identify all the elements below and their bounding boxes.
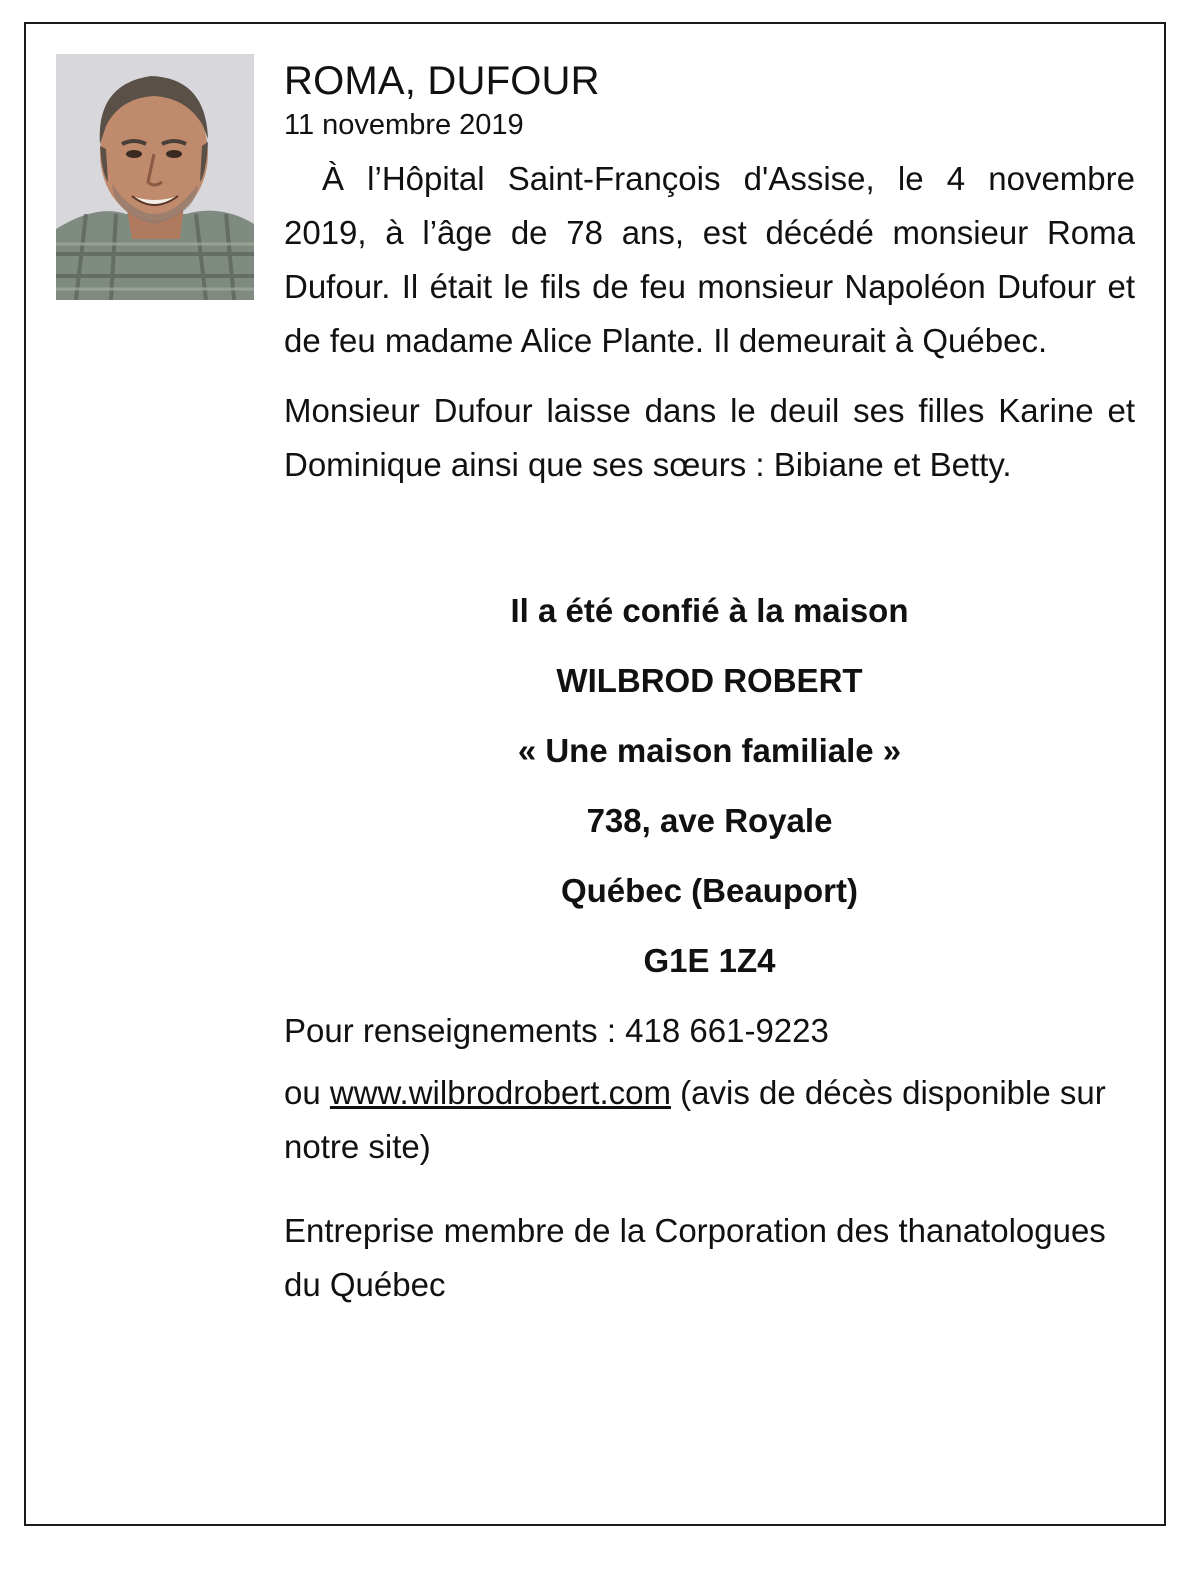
portrait-photo: [56, 54, 254, 300]
funeral-home-address: 738, ave Royale: [586, 802, 833, 839]
membership-line: Entreprise membre de la Corporation des thanatologues du Québec: [284, 1212, 1106, 1303]
website-link[interactable]: www.wilbrodrobert.com: [329, 1074, 671, 1111]
website-prefix: ou: [284, 1074, 330, 1111]
funeral-home-block: [284, 576, 1135, 996]
website-suffix: (avis de décès disponible sur notre site): [284, 1074, 1106, 1165]
phone-line: Pour renseignements : 418 661-9223: [284, 1012, 829, 1049]
funeral-home-postal-code: G1E 1Z4: [643, 942, 776, 979]
funeral-home-slogan: « Une maison familiale »: [517, 732, 902, 769]
death-announcement-paragraph: À l’Hôpital Saint-François d'Assise, le 4 novembre 2019, à l’âge de 78 ans, est décédé monsieur Roma Dufour. Il était le fils de feu monsieur Napoléon Dufour et de feu madame Alice Plante. Il demeurait à Québec.: [284, 160, 1135, 359]
survivors-paragraph: Monsieur Dufour laisse dans le deuil ses filles Karine et Dominique ainsi que ses sœurs : Bibiane et Betty.: [284, 392, 1135, 483]
notice-date: 11 novembre 2019: [284, 109, 524, 141]
deceased-name: ROMA, DUFOUR: [284, 59, 600, 103]
website-line: [284, 1066, 1135, 1174]
notice-content: [284, 56, 1135, 1312]
funeral-home-city: Québec (Beauport): [560, 872, 859, 909]
funeral-home-intro: Il a été confié à la maison: [510, 592, 909, 629]
funeral-home-name: WILBROD ROBERT: [556, 662, 863, 699]
